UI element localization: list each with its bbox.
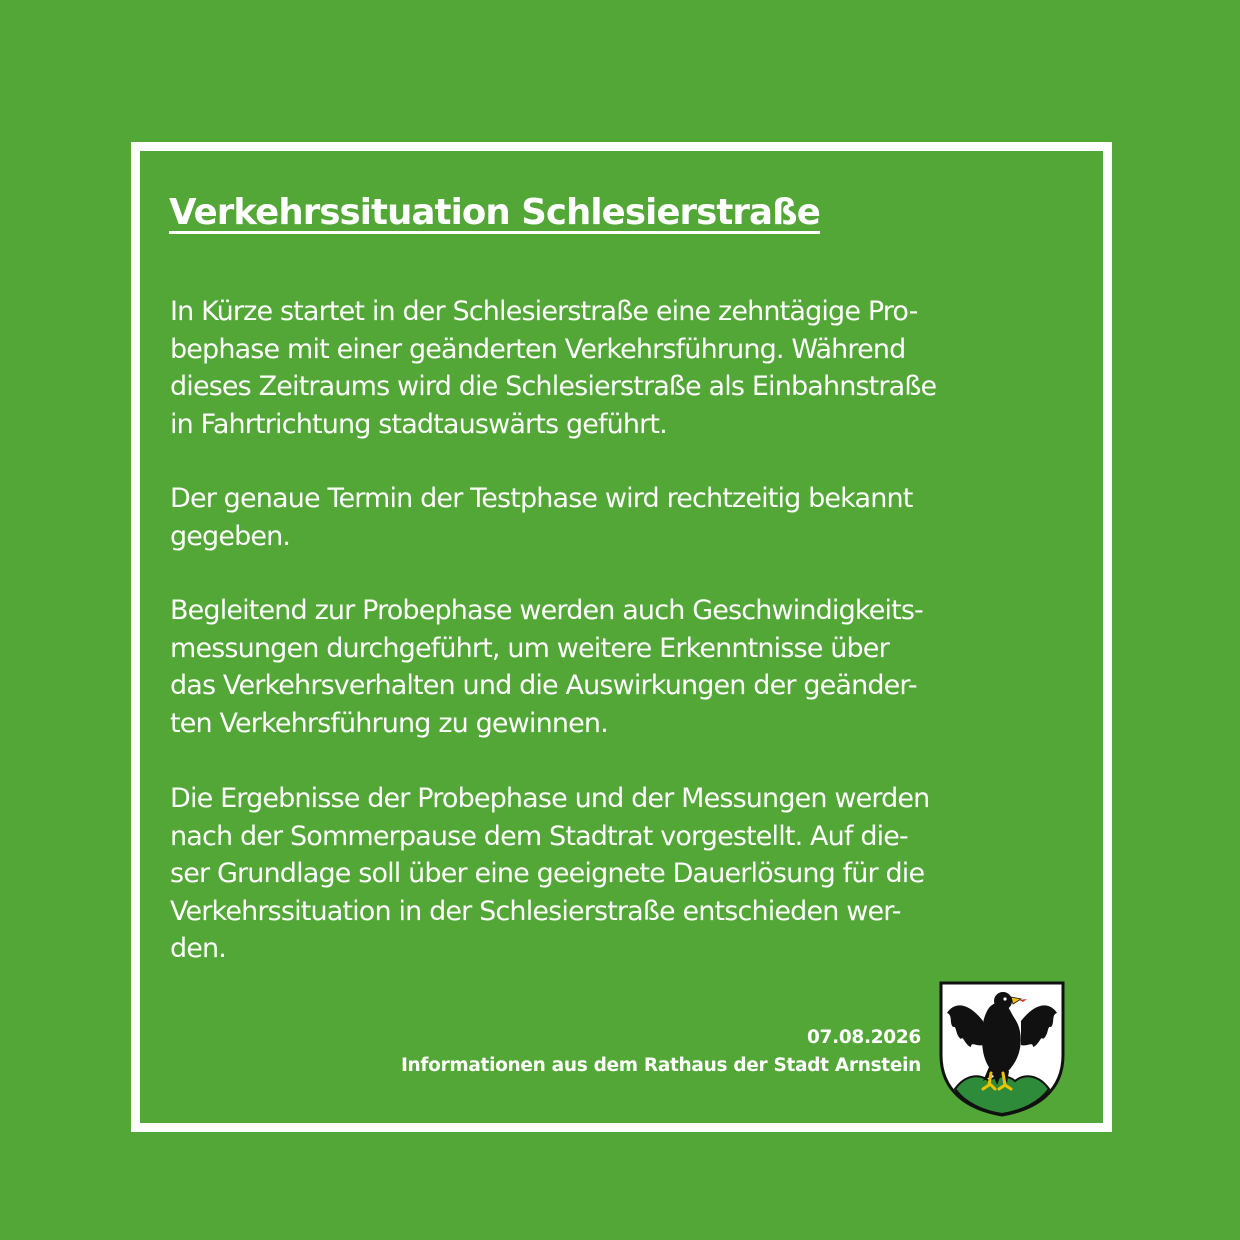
page-title: Verkehrssituation Schlesierstraße [169,192,820,233]
paragraph-intro [170,293,936,443]
paragraph-line: Die Ergebnisse der Probephase und der Messungen werden [170,783,930,814]
coat-of-arms-eagle-icon [939,981,1065,1117]
paragraph-line: Begleitend zur Probephase werden auch Geschwindigkeits- [170,595,923,626]
paragraph-line: den. [170,933,227,964]
paragraph-line: bephase mit einer geänderten Verkehrsführung. Während [170,333,906,365]
paragraph-line: In Kürze startet in der Schlesierstraße eine zehntägige Pro- [170,296,918,327]
paragraph-line: messungen durchgeführt, um weitere Erkenntnisse über [170,632,889,664]
paragraph-line: Verkehrssituation in der Schlesierstraße entschieden wer- [170,895,901,927]
paragraph-date-notice [170,480,912,555]
paragraph-line: das Verkehrsverhalten und die Auswirkungen der geänder- [170,670,917,701]
paragraph-line: nach der Sommerpause dem Stadtrat vorgestellt. Auf die- [170,820,908,852]
footer-source: Informationen aus dem Rathaus der Stadt Arnstein [400,1055,921,1076]
footer-info [401,1024,921,1080]
paragraph-results [170,780,929,968]
paragraph-line: ser Grundlage soll über eine geeignete Dauerlösung für die [170,858,925,889]
paragraph-line: in Fahrtrichtung stadtauswärts geführt. [170,408,667,440]
paragraph-line: gegeben. [170,520,291,552]
paragraph-measurements [170,592,923,742]
paragraph-line: Der genaue Termin der Testphase wird rechtzeitig bekannt [170,483,913,514]
paragraph-line: dieses Zeitraums wird die Schlesierstraße als Einbahnstraße [170,371,937,402]
paragraph-line: ten Verkehrsführung zu gewinnen. [170,707,608,739]
footer-date: 07.08.2026 [806,1027,921,1048]
